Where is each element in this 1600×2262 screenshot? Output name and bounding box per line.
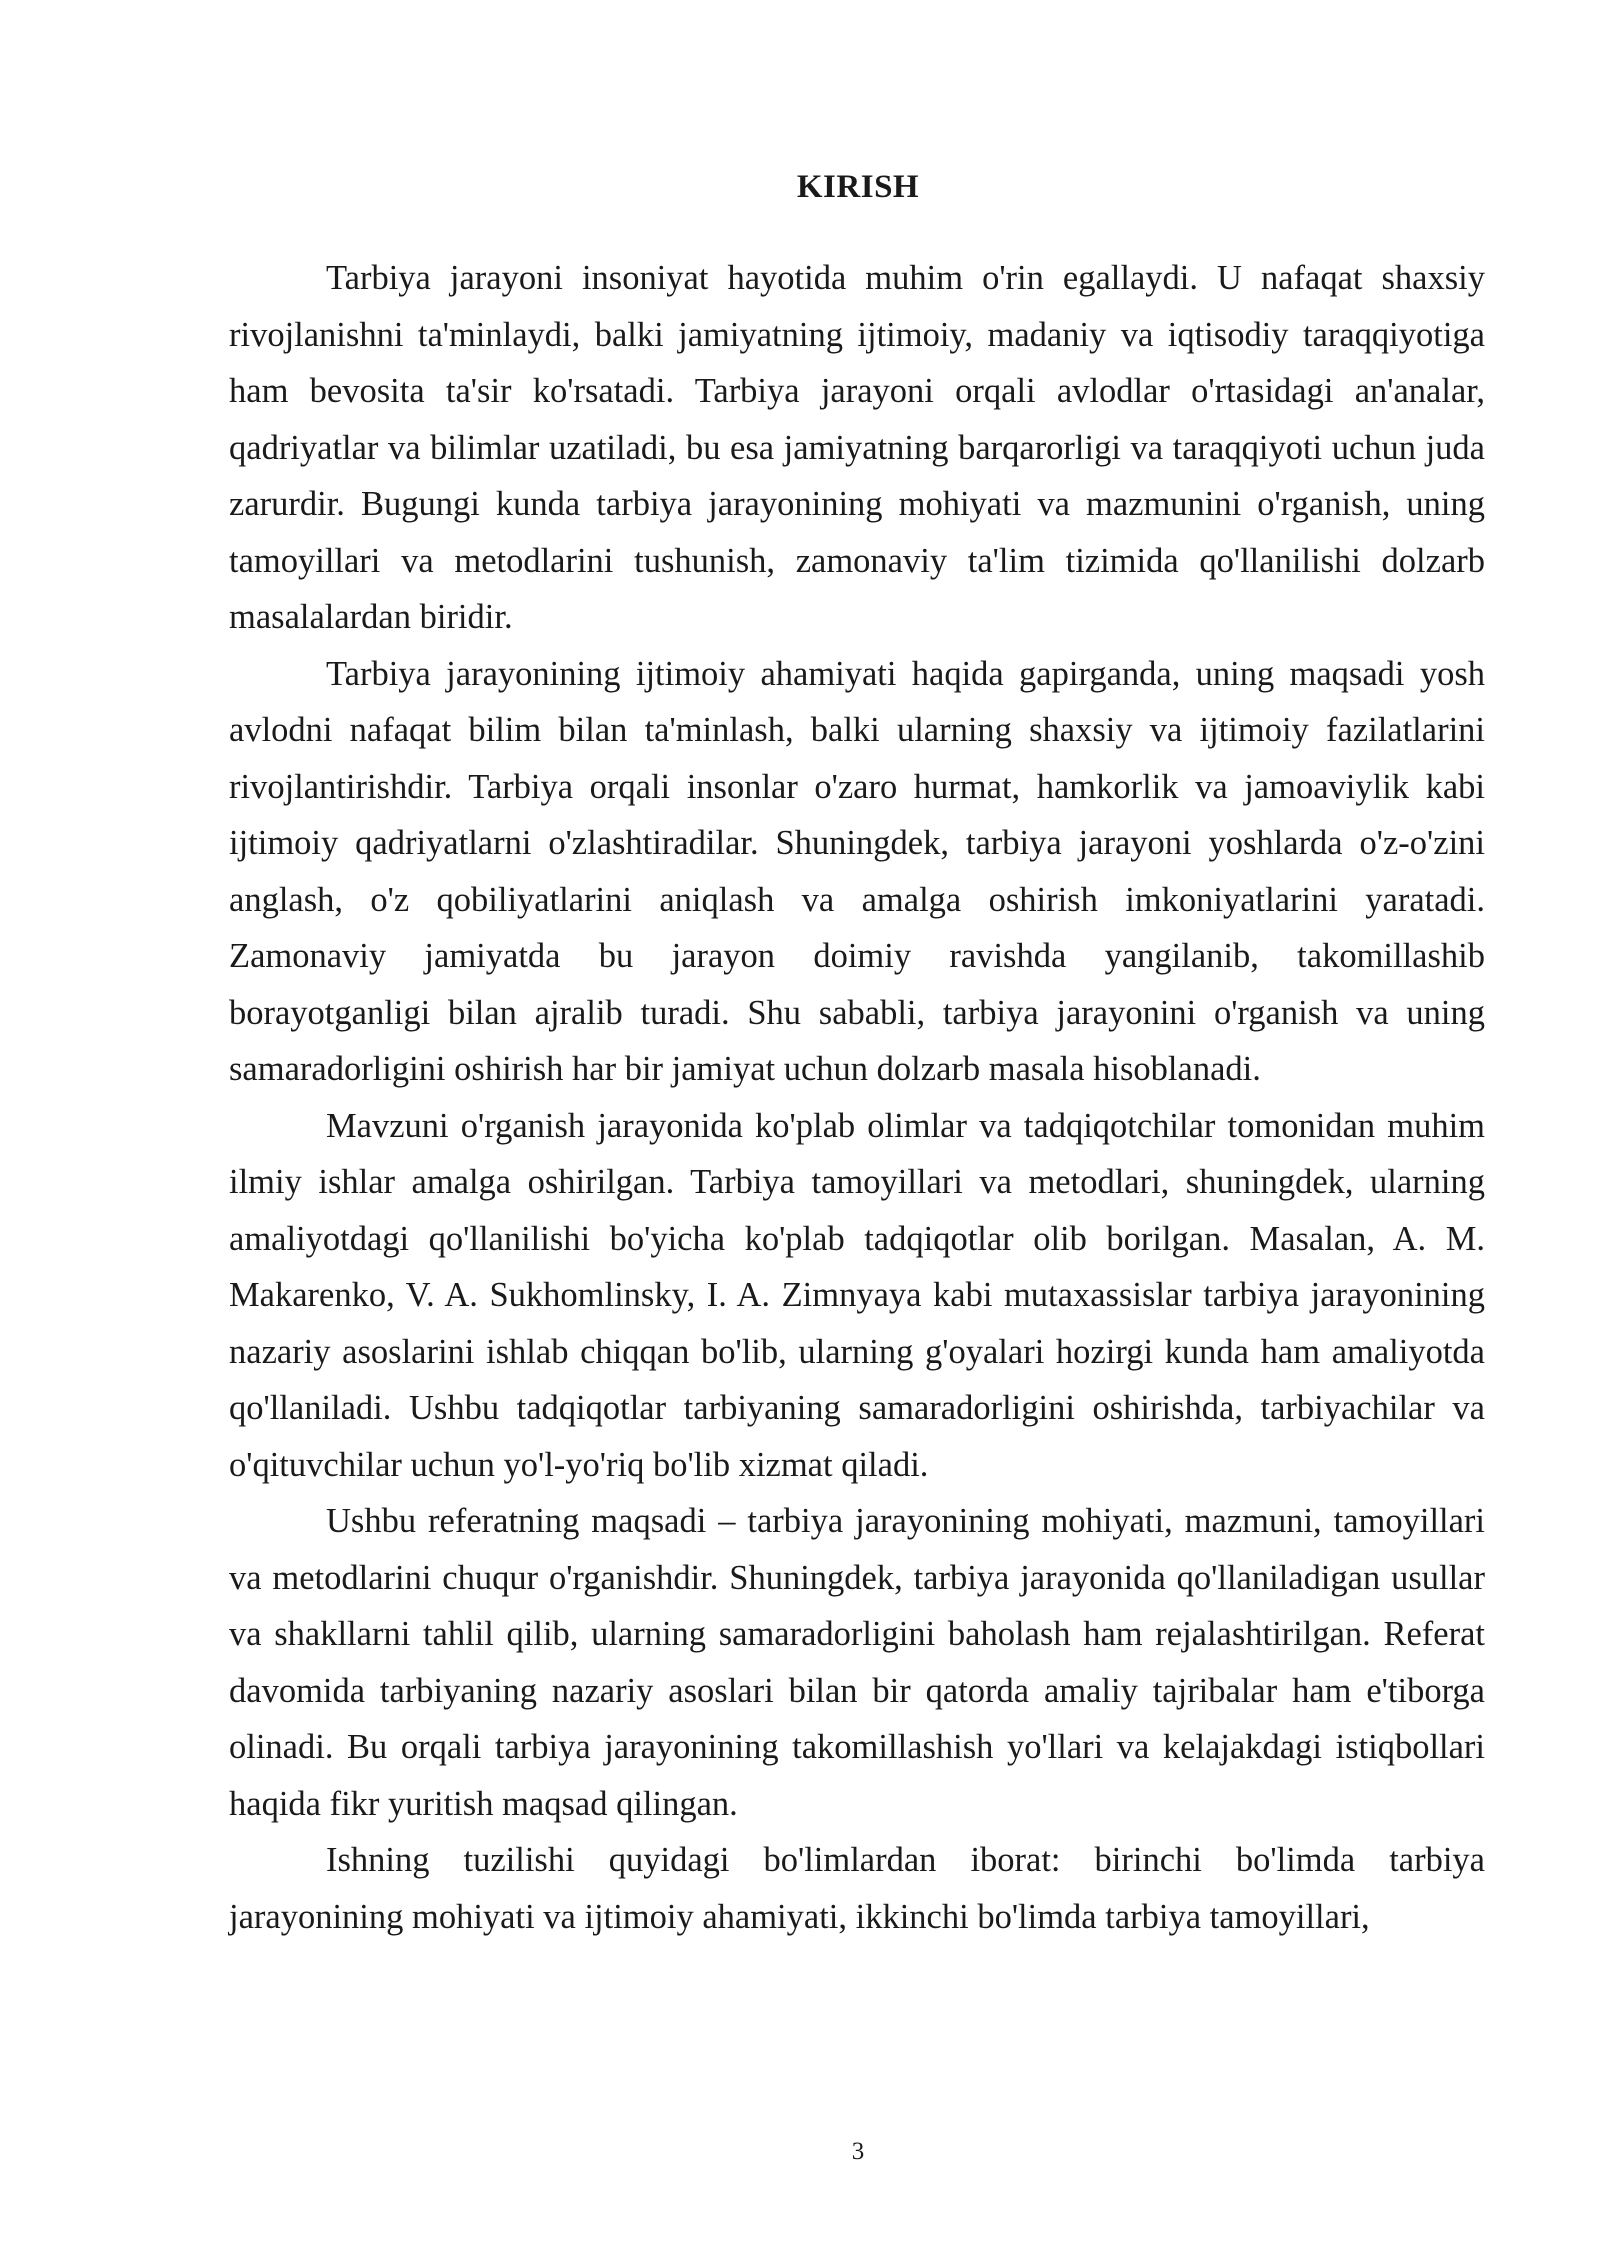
- page-number: 3: [851, 2138, 865, 2165]
- paragraph-2: Tarbiya jarayonining ijtimoiy ahamiyati haqida gapirganda, uning maqsadi yosh avlodni nafaqat bilim bilan ta'minlash, balki ularning shaxsiy va ijtimoiy fazilatlarini rivojlantirishdir. Tarbiya orqali insonlar o'zaro hurmat, hamkorlik va jamoaviylik kabi ijtimoiy qadriyatlarni o'zlashtiradilar. Shuningdek, tarbiya jarayoni yoshlarda o'z-o'zini anglash, o'z qobiliyatlarini aniqlash va amalga oshirish imkoniyatlarini yaratadi. Zamonaviy jamiyatda bu jarayon doimiy ravishda yangilanib, takomillashib borayotganligi bilan ajralib turadi. Shu sababli, tarbiya jarayonini o'rganish va uning samaradorligini oshirish har bir jamiyat uchun dolzarb masala hisoblanadi.: [229, 654, 1485, 1088]
- paragraph-5: Ishning tuzilishi quyidagi bo'limlardan iborat: birinchi bo'limda tarbiya jarayonining mohiyati va ijtimoiy ahamiyati, ikkinchi bo'limda tarbiya tamoyillari,: [229, 1841, 1485, 1936]
- paragraph-4: Ushbu referatning maqsadi – tarbiya jarayonining mohiyati, mazmuni, tamoyillari va metodlarini chuqur o'rganishdir. Shuningdek, tarbiya jarayonida qo'llaniladigan usullar va shakllarni tahlil qilib, ularning samaradorligini baholash ham rejalashtirilgan. Referat davomida tarbiyaning nazariy asoslari bilan bir qatorda amaliy tajribalar ham e'tiborga olinadi. Bu orqali tarbiya jarayonining takomillashish yo'llari va kelajakdagi istiqbollari haqida fikr yuritish maqsad qilingan.: [229, 1502, 1485, 1823]
- paragraph-3: Mavzuni o'rganish jarayonida ko'plab olimlar va tadqiqotchilar tomonidan muhim ilmiy ishlar amalga oshirilgan. Tarbiya tamoyillari va metodlari, shuningdek, ularning amaliyotdagi qo'llanilishi bo'yicha ko'plab tadqiqotlar olib borilgan. Masalan, A. M. Makarenko, V. A. Sukhomlinsky, I. A. Zimnyaya kabi mutaxassislar tarbiya jarayonining nazariy asoslarini ishlab chiqqan bo'lib, ularning g'oyalari hozirgi kunda ham amaliyotda qo'llaniladi. Ushbu tadqiqotlar tarbiyaning samaradorligini oshirishda, tarbiyachilar va o'qituvchilar uchun yo'l-yo'riq bo'lib xizmat qiladi.: [229, 1106, 1485, 1484]
- paragraph-1: Tarbiya jarayoni insoniyat hayotida muhim o'rin egallaydi. U nafaqat shaxsiy rivojlanishni ta'minlaydi, balki jamiyatning ijtimoiy, madaniy va iqtisodiy taraqqiyotiga ham bevosita ta'sir ko'rsatadi. Tarbiya jarayoni orqali avlodlar o'rtasidagi an'analar, qadriyatlar va bilimlar uzatiladi, bu esa jamiyatning barqarorligi va taraqqiyoti uchun juda zarurdir. Bugungi kunda tarbiya jarayonining mohiyati va mazmunini o'rganish, uning tamoyillari va metodlarini tushunish, zamonaviy ta'lim tizimida qo'llanilishi dolzarb masalalardan biridir.: [229, 259, 1485, 636]
- section-title: KIRISH: [796, 169, 920, 205]
- body-text: [229, 250, 1485, 1945]
